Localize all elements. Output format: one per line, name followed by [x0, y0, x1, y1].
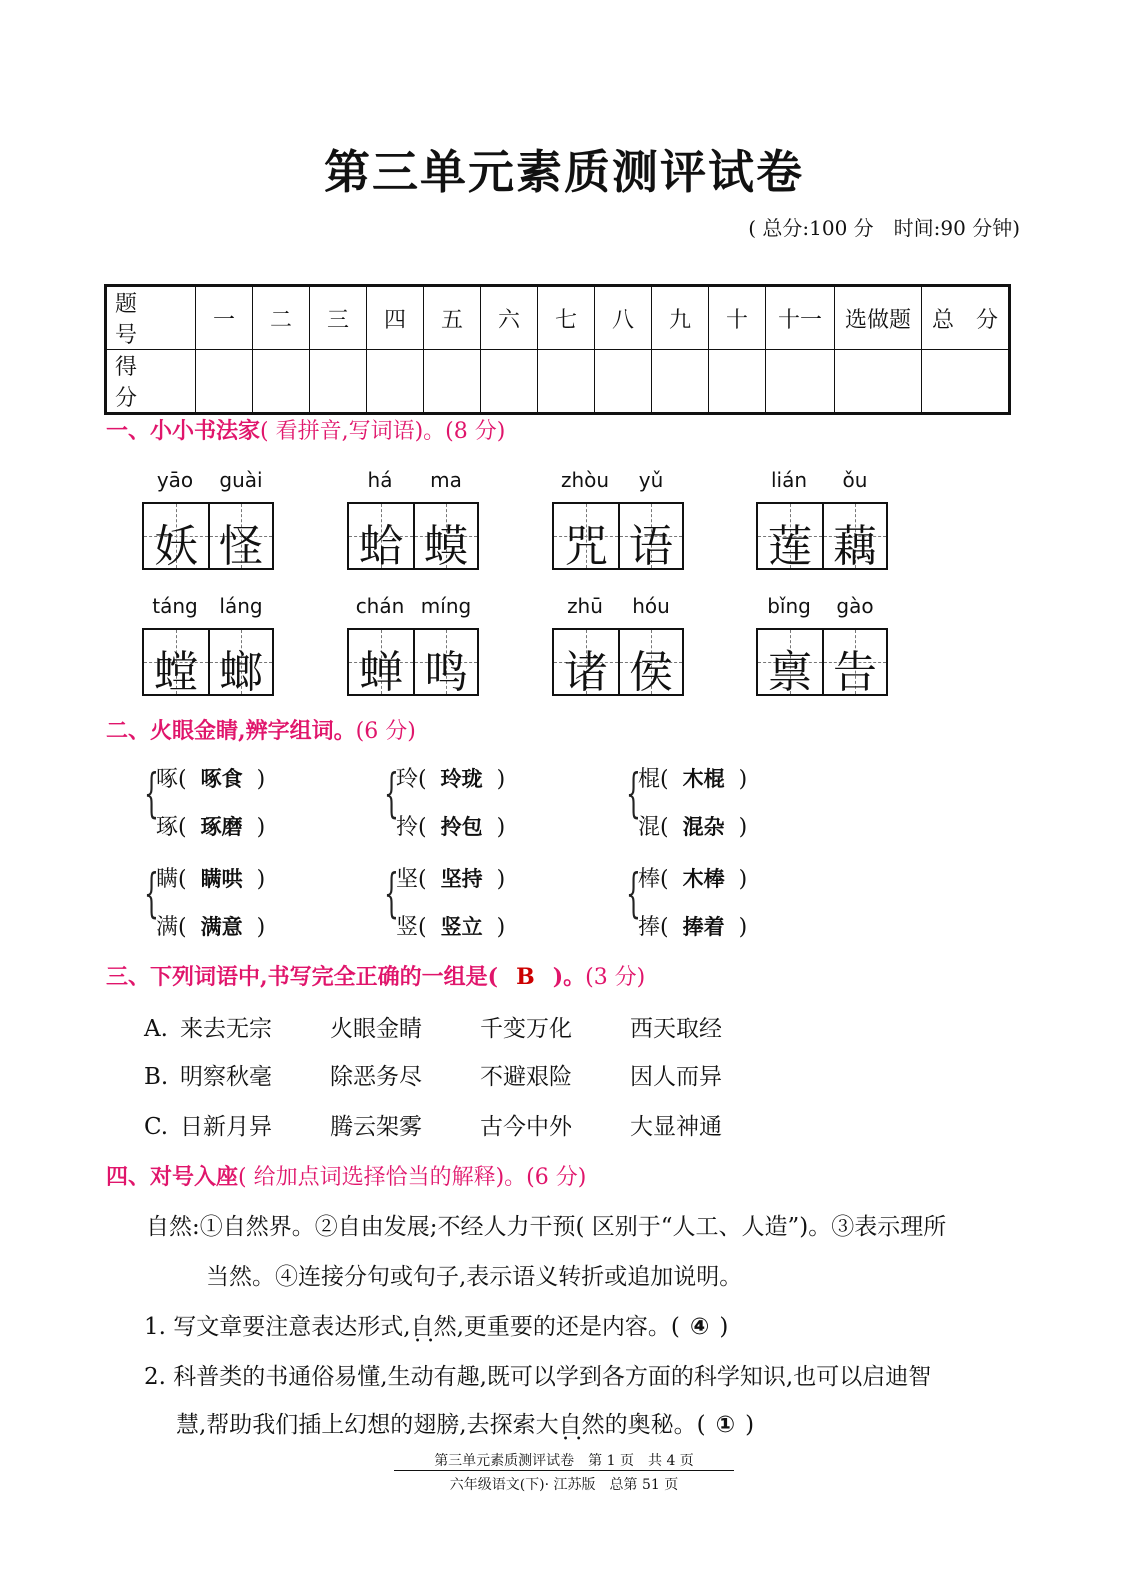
- given-character: 瞒: [156, 867, 179, 892]
- row-label-score: 得 分: [106, 350, 196, 414]
- question-item-2-line-1: 2. 科普类的书通俗易懂,生动有趣,既可以学到各方面的科学知识,也可以启迪智: [144, 1364, 932, 1390]
- item-2-dotted-word: 自然 • •: [559, 1412, 605, 1438]
- tianzige-grid: [347, 628, 479, 696]
- section-3-note: (3 分): [585, 965, 646, 990]
- answer-word[interactable]: 坚持: [440, 867, 483, 891]
- pinyin-syllable: yāo: [156, 468, 194, 492]
- pinyin-word: [756, 468, 888, 570]
- pinyin-syllable: ǒu: [842, 468, 868, 492]
- word-group: [144, 862, 344, 940]
- close-paren: ): [256, 815, 266, 840]
- given-character: 棒: [638, 867, 661, 892]
- score-cell[interactable]: [766, 350, 835, 414]
- score-cell[interactable]: [253, 350, 310, 414]
- section-4-heading: [106, 1160, 586, 1191]
- score-cell[interactable]: [424, 350, 481, 414]
- word-group: [384, 762, 584, 840]
- section-2-title: 二、火眼金睛,辨字组词。: [106, 718, 356, 744]
- answer-word[interactable]: 玲珑: [440, 767, 483, 791]
- handwritten-character: 咒: [564, 521, 608, 572]
- open-paren: (: [660, 915, 669, 940]
- word-group-row: [156, 762, 265, 793]
- open-paren: (: [418, 767, 427, 792]
- handwritten-character: 鸣: [424, 647, 468, 698]
- answer-word[interactable]: 木棒: [682, 867, 725, 891]
- word-group: [144, 762, 344, 840]
- option-letter: A.: [144, 1016, 168, 1042]
- given-character: 棍: [638, 767, 661, 792]
- brace-icon: {: [384, 764, 399, 824]
- footer-rule: [394, 1470, 734, 1471]
- word-group-row: [156, 862, 265, 893]
- word-group-row: [638, 910, 747, 941]
- pinyin-syllable: táng: [152, 594, 198, 618]
- option-word: 日新月异: [180, 1114, 272, 1140]
- score-header-cell: 六: [481, 286, 538, 350]
- tianzige-cell[interactable]: [554, 630, 618, 698]
- item-2-answer: ①: [715, 1412, 736, 1438]
- brace-icon: {: [144, 764, 159, 824]
- score-cell[interactable]: [652, 350, 709, 414]
- tianzige-cell[interactable]: [144, 504, 208, 572]
- pinyin-row: [756, 468, 888, 494]
- option-word: 大显神通: [630, 1114, 722, 1140]
- section-1-heading: [106, 414, 505, 445]
- question-item-1: [144, 1308, 728, 1341]
- tianzige-cell[interactable]: [349, 504, 413, 572]
- close-paren: ): [738, 767, 748, 792]
- footer-line-2: 六年级语文(下)· 江苏版 总第 51 页: [449, 1477, 679, 1493]
- question-item-2-line-2: [176, 1406, 754, 1439]
- word-group-row: [396, 910, 505, 941]
- pinyin-row: [756, 594, 888, 620]
- section-1-title: 一、小小书法家: [106, 418, 261, 444]
- section-3-answer: B: [516, 964, 535, 990]
- given-character: 啄: [156, 767, 179, 792]
- tianzige-cell[interactable]: [208, 504, 272, 572]
- pinyin-syllable: zhū: [567, 594, 603, 618]
- pinyin-syllable: ma: [430, 468, 462, 492]
- handwritten-character: 怪: [219, 521, 263, 572]
- handwritten-character: 蟆: [424, 521, 468, 572]
- answer-word[interactable]: 瞒哄: [200, 867, 243, 891]
- handwritten-character: 蛤: [359, 521, 403, 572]
- pinyin-syllable: yǔ: [638, 468, 664, 492]
- pinyin-syllable: zhòu: [560, 468, 610, 492]
- handwritten-character: 语: [629, 521, 673, 572]
- handwritten-character: 蝉: [359, 647, 403, 698]
- answer-word[interactable]: 竖立: [440, 915, 483, 939]
- close-paren: ): [496, 767, 506, 792]
- handwritten-character: 螳: [154, 647, 198, 698]
- tianzige-grid: [756, 628, 888, 696]
- tianzige-cell[interactable]: [413, 504, 477, 572]
- word-group-row: [156, 910, 265, 941]
- item-2-text-b: 的奥秘。(: [604, 1412, 706, 1438]
- tianzige-cell[interactable]: [618, 630, 682, 698]
- pinyin-syllable: guài: [219, 468, 263, 492]
- score-header-cell: 四: [367, 286, 424, 350]
- given-character: 竖: [396, 915, 419, 940]
- section-1-note: ( 看拼音,写词语)。(8 分): [260, 419, 506, 444]
- handwritten-character: 藕: [833, 521, 877, 572]
- score-cell[interactable]: [835, 350, 922, 414]
- given-character: 坚: [396, 867, 419, 892]
- pinyin-syllable: há: [367, 468, 393, 492]
- word-group-row: [638, 862, 747, 893]
- open-paren: (: [418, 915, 427, 940]
- score-cell[interactable]: [922, 350, 1010, 414]
- open-paren: (: [660, 815, 669, 840]
- section-3-heading: [106, 960, 645, 991]
- pinyin-word: [142, 594, 274, 696]
- score-cell[interactable]: [481, 350, 538, 414]
- open-paren: (: [660, 867, 669, 892]
- pinyin-row: [552, 594, 684, 620]
- item-1-text-b: ,更重要的还是内容。(: [456, 1314, 680, 1340]
- tianzige-cell[interactable]: [413, 630, 477, 698]
- handwritten-character: 螂: [219, 647, 263, 698]
- given-character: 琢: [156, 815, 179, 840]
- item-1-text-c: ): [719, 1314, 729, 1340]
- brace-icon: {: [144, 864, 159, 924]
- tianzige-cell[interactable]: [822, 504, 886, 572]
- option-letter: B.: [144, 1064, 169, 1090]
- score-header-cell: 总 分: [922, 286, 1010, 350]
- footer-line-1: 第三单元素质测评试卷 第 1 页 共 4 页: [434, 1453, 694, 1469]
- item-1-text-a: 1. 写文章要注意表达形式,: [144, 1314, 411, 1340]
- given-character: 玲: [396, 767, 419, 792]
- word-group: [384, 862, 584, 940]
- score-header-cell: 五: [424, 286, 481, 350]
- handwritten-character: 禀: [768, 647, 812, 698]
- section-4-title: 四、对号入座: [106, 1164, 239, 1190]
- section-4-note: ( 给加点词选择恰当的解释)。(6 分): [238, 1165, 587, 1190]
- handwritten-character: 莲: [768, 521, 812, 572]
- pinyin-word: [142, 468, 274, 570]
- answer-word[interactable]: 木棍: [682, 767, 725, 791]
- item-1-answer: ④: [689, 1314, 710, 1340]
- item-2-text-a: 慧,帮助我们插上幻想的翅膀,去探索大: [176, 1412, 559, 1438]
- option-word: 西天取经: [630, 1016, 722, 1042]
- answer-word[interactable]: 啄食: [200, 767, 243, 791]
- pinyin-word: [552, 468, 684, 570]
- tianzige-grid: [552, 502, 684, 570]
- word-group-row: [156, 810, 265, 841]
- open-paren: (: [178, 915, 187, 940]
- tianzige-cell[interactable]: [618, 504, 682, 572]
- close-paren: ): [496, 815, 506, 840]
- word-group-row: [396, 762, 505, 793]
- score-cell[interactable]: [367, 350, 424, 414]
- score-header-cell: 一: [196, 286, 253, 350]
- pinyin-row: [142, 468, 274, 494]
- close-paren: ): [496, 915, 506, 940]
- section-2-heading: [106, 714, 416, 745]
- score-header-cell: 九: [652, 286, 709, 350]
- brace-icon: {: [626, 764, 641, 824]
- tianzige-cell[interactable]: [349, 630, 413, 698]
- score-header-cell: 十一: [766, 286, 835, 350]
- score-header-cell: 七: [538, 286, 595, 350]
- score-cell[interactable]: [709, 350, 766, 414]
- tianzige-grid: [347, 502, 479, 570]
- open-paren: (: [418, 815, 427, 840]
- pinyin-syllable: hóu: [632, 594, 670, 618]
- close-paren: ): [496, 867, 506, 892]
- pinyin-syllable: míng: [420, 594, 472, 618]
- close-paren: ): [256, 915, 266, 940]
- pinyin-syllable: lián: [770, 468, 808, 492]
- option-row: [144, 1010, 780, 1043]
- close-paren: ): [738, 867, 748, 892]
- option-letter: C.: [144, 1114, 169, 1140]
- word-group-row: [396, 862, 505, 893]
- score-table: [104, 284, 1011, 415]
- brace-icon: {: [384, 864, 399, 924]
- option-row: [144, 1108, 780, 1141]
- word-group: [626, 862, 826, 940]
- answer-word[interactable]: 满意: [200, 915, 243, 939]
- answer-word[interactable]: 琢磨: [200, 815, 243, 839]
- score-header-cell: 八: [595, 286, 652, 350]
- score-cell[interactable]: [538, 350, 595, 414]
- given-character: 捧: [638, 915, 661, 940]
- item-2-text-c: ): [745, 1412, 755, 1438]
- open-paren: (: [418, 867, 427, 892]
- score-header-cell: 十: [709, 286, 766, 350]
- handwritten-character: 告: [833, 647, 877, 698]
- pinyin-row: [347, 468, 479, 494]
- option-word: 火眼金睛: [330, 1016, 422, 1042]
- close-paren: ): [738, 815, 748, 840]
- handwritten-character: 侯: [629, 647, 673, 698]
- pinyin-syllable: gào: [836, 594, 874, 618]
- option-row: [144, 1058, 780, 1091]
- word-group-row: [638, 762, 747, 793]
- option-word: 不避艰险: [480, 1064, 572, 1090]
- tianzige-grid: [142, 502, 274, 570]
- pinyin-row: [552, 468, 684, 494]
- open-paren: (: [178, 815, 187, 840]
- score-cell[interactable]: [310, 350, 367, 414]
- given-character: 满: [156, 915, 179, 940]
- close-paren: ): [256, 867, 266, 892]
- tianzige-grid: [552, 628, 684, 696]
- score-cell[interactable]: [196, 350, 253, 414]
- exam-meta: ( 总分:100 分 时间:90 分钟): [748, 216, 1020, 240]
- handwritten-character: 诸: [564, 647, 608, 698]
- answer-word[interactable]: 拎包: [440, 815, 483, 839]
- open-paren: (: [660, 767, 669, 792]
- pinyin-word: [756, 594, 888, 696]
- pinyin-syllable: láng: [219, 594, 263, 618]
- option-word: 古今中外: [480, 1114, 572, 1140]
- answer-word[interactable]: 捧着: [682, 915, 725, 939]
- handwritten-character: 妖: [154, 521, 198, 572]
- pinyin-word: [552, 594, 684, 696]
- tianzige-cell[interactable]: [208, 630, 272, 698]
- tianzige-cell[interactable]: [144, 630, 208, 698]
- word-group-row: [396, 810, 505, 841]
- pinyin-syllable: bǐng: [767, 594, 811, 618]
- answer-word[interactable]: 混杂: [682, 815, 725, 839]
- option-word: 腾云架雾: [330, 1114, 422, 1140]
- tianzige-grid: [142, 628, 274, 696]
- score-header-cell: 二: [253, 286, 310, 350]
- tianzige-cell[interactable]: [758, 630, 822, 698]
- option-word: 来去无宗: [180, 1016, 272, 1042]
- option-word: 除恶务尽: [330, 1064, 422, 1090]
- brace-icon: {: [626, 864, 641, 924]
- row-label-question-no: 题 号: [106, 286, 196, 350]
- open-paren: (: [178, 767, 187, 792]
- close-paren: ): [256, 767, 266, 792]
- option-word: 因人而异: [630, 1064, 722, 1090]
- score-header-cell: 三: [310, 286, 367, 350]
- given-character: 混: [638, 815, 661, 840]
- tianzige-cell[interactable]: [554, 504, 618, 572]
- word-group-row: [638, 810, 747, 841]
- section-3-title-a: 三、下列词语中,书写完全正确的一组是(: [106, 964, 499, 990]
- option-word: 千变万化: [480, 1016, 572, 1042]
- score-header-cell: 选做题: [835, 286, 922, 350]
- word-group: [626, 762, 826, 840]
- pinyin-word: [347, 468, 479, 570]
- page-title: 第三单元素质测评试卷: [324, 145, 804, 199]
- open-paren: (: [178, 867, 187, 892]
- option-word: 明察秋毫: [180, 1064, 272, 1090]
- section-2-note: (6 分): [355, 719, 416, 744]
- pinyin-syllable: chán: [355, 594, 405, 618]
- tianzige-cell[interactable]: [758, 504, 822, 572]
- tianzige-cell[interactable]: [822, 630, 886, 698]
- definition-line-1: 自然:①自然界。②自由发展;不经人力干预( 区别于“人工、人造”)。③表示理所: [146, 1214, 947, 1240]
- pinyin-row: [347, 594, 479, 620]
- definition-line-2: 当然。④连接分句或句子,表示语义转折或追加说明。: [206, 1264, 743, 1290]
- section-3-title-b: )。: [552, 964, 586, 990]
- given-character: 拎: [396, 815, 419, 840]
- pinyin-word: [347, 594, 479, 696]
- pinyin-row: [142, 594, 274, 620]
- item-1-dotted-word: 自然 • •: [411, 1314, 457, 1340]
- close-paren: ): [738, 915, 748, 940]
- score-cell[interactable]: [595, 350, 652, 414]
- tianzige-grid: [756, 502, 888, 570]
